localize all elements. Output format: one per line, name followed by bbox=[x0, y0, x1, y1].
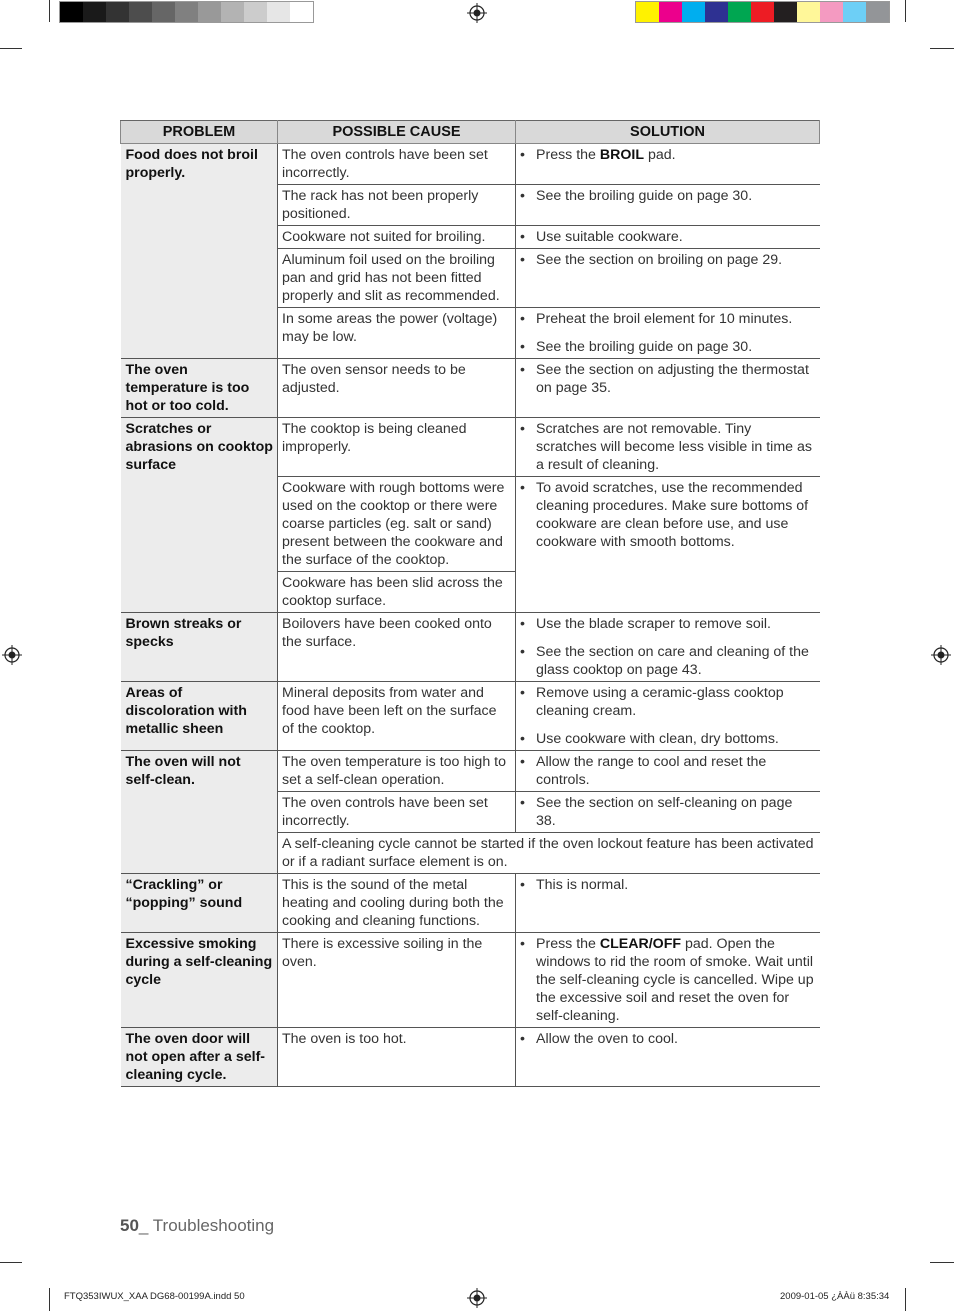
solution-text-part: To avoid scratches, use the recommended cleaning procedures. Make sure bottoms of cookware are clean before use, and use cookware with smooth bottoms. bbox=[536, 480, 809, 550]
solution-text-part: This is normal. bbox=[536, 877, 629, 893]
solution-text bbox=[536, 310, 816, 328]
registration-mark-icon bbox=[2, 645, 22, 665]
color-swatch bbox=[152, 2, 175, 22]
solution-text-part: See the broiling guide on page 30. bbox=[536, 339, 753, 355]
solution-text-part: See the section on care and cleaning of the glass cooktop on page 43. bbox=[536, 644, 809, 678]
solution-text bbox=[536, 187, 816, 205]
cause-cell: Cookware not suited for broiling. bbox=[278, 226, 516, 249]
solution-bullet bbox=[520, 251, 816, 269]
solution-text-part: Press the bbox=[536, 147, 600, 163]
registration-mark-icon bbox=[467, 1288, 487, 1308]
solution-cell bbox=[516, 308, 820, 359]
cause-cell: This is the sound of the metal heating and cooling during both the cooking and cleaning functions. bbox=[278, 874, 516, 933]
registration-mark-icon bbox=[467, 3, 487, 23]
bullet-icon: • bbox=[520, 936, 525, 952]
table-row bbox=[121, 359, 820, 418]
color-swatch bbox=[60, 2, 83, 22]
table-row bbox=[121, 1028, 820, 1087]
color-swatch bbox=[198, 2, 221, 22]
bullet-icon: • bbox=[520, 421, 525, 437]
solution-text bbox=[536, 794, 816, 830]
cause-cell: There is excessive soiling in the oven. bbox=[278, 933, 516, 1028]
problem-cell: The oven temperature is too hot or too cold. bbox=[121, 359, 278, 418]
solution-bullet bbox=[520, 730, 816, 748]
bullet-icon: • bbox=[520, 147, 525, 163]
cause-cell: Boilovers have been cooked onto the surface. bbox=[278, 613, 516, 682]
solution-bullet bbox=[520, 684, 816, 720]
cause-cell: The cooktop is being cleaned improperly. bbox=[278, 418, 516, 477]
solution-cell bbox=[516, 682, 820, 751]
color-swatch bbox=[83, 2, 106, 22]
note-cell: A self-cleaning cycle cannot be started if the oven lockout feature has been activated or if a radiant surface element is on. bbox=[278, 833, 820, 874]
solution-text-part: Use the blade scraper to remove soil. bbox=[536, 616, 771, 632]
solution-cell bbox=[516, 144, 820, 185]
solution-text bbox=[536, 338, 816, 356]
problem-cell: “Crackling” or “popping” sound bbox=[121, 874, 278, 933]
solution-text bbox=[536, 479, 816, 551]
solution-cell bbox=[516, 613, 820, 682]
bullet-icon: • bbox=[520, 339, 525, 355]
solution-text bbox=[536, 615, 816, 633]
color-swatch bbox=[728, 2, 751, 22]
bullet-icon: • bbox=[520, 188, 525, 204]
cause-cell: The oven controls have been set incorrectly. bbox=[278, 792, 516, 833]
color-swatch bbox=[774, 2, 797, 22]
solution-text-part: Allow the oven to cool. bbox=[536, 1031, 678, 1047]
solution-text bbox=[536, 643, 816, 679]
solution-text bbox=[536, 935, 816, 1025]
color-swatch bbox=[705, 2, 728, 22]
solution-text-part: See the section on adjusting the thermostat on page 35. bbox=[536, 362, 809, 396]
solution-text-part: Use suitable cookware. bbox=[536, 229, 683, 245]
solution-bullet bbox=[520, 1030, 816, 1048]
solution-cell bbox=[516, 933, 820, 1028]
solution-bullet bbox=[520, 876, 816, 894]
solution-bullet bbox=[520, 615, 816, 633]
bullet-icon: • bbox=[520, 480, 525, 496]
bullet-icon: • bbox=[520, 754, 525, 770]
color-swatch bbox=[866, 2, 889, 22]
color-swatch bbox=[175, 2, 198, 22]
table-row bbox=[121, 933, 820, 1028]
solution-text-part: See the section on self-cleaning on page 38. bbox=[536, 795, 793, 829]
color-swatch bbox=[244, 2, 267, 22]
cause-cell: Cookware with rough bottoms were used on the cooktop or there were coarse particles (eg. salt or sand) present between the cookware and the surface of the cooktop. bbox=[278, 477, 516, 572]
solution-text-part: See the broiling guide on page 30. bbox=[536, 188, 753, 204]
solution-cell bbox=[516, 418, 820, 477]
crop-mark bbox=[49, 1288, 50, 1311]
solution-text bbox=[536, 420, 816, 474]
color-swatch bbox=[797, 2, 820, 22]
registration-mark-icon bbox=[931, 645, 951, 665]
table-row bbox=[121, 682, 820, 751]
table-row bbox=[121, 144, 820, 185]
color-swatch bbox=[106, 2, 129, 22]
bullet-icon: • bbox=[520, 229, 525, 245]
table-body bbox=[121, 144, 820, 1087]
problem-cell: The oven door will not open after a self-cleaning cycle. bbox=[121, 1028, 278, 1087]
solution-text-part: Scratches are not removable. Tiny scratches will become less visible in time as a result of cleaning. bbox=[536, 421, 812, 473]
crop-mark bbox=[930, 48, 954, 49]
solution-bullet bbox=[520, 338, 816, 356]
page-number: 50 bbox=[120, 1216, 139, 1235]
solution-bullet bbox=[520, 420, 816, 474]
solution-text bbox=[536, 1030, 816, 1048]
process-color-bar bbox=[635, 1, 890, 23]
solution-text bbox=[536, 251, 816, 269]
solution-bullet bbox=[520, 310, 816, 328]
crop-mark bbox=[905, 0, 906, 22]
solution-text bbox=[536, 361, 816, 397]
solution-text-part: pad. bbox=[644, 147, 676, 163]
color-swatch bbox=[221, 2, 244, 22]
solution-text-part: See the section on broiling on page 29. bbox=[536, 252, 783, 268]
color-swatch bbox=[267, 2, 290, 22]
cause-cell: Mineral deposits from water and food have been left on the surface of the cooktop. bbox=[278, 682, 516, 751]
problem-cell: Brown streaks or specks bbox=[121, 613, 278, 682]
cause-cell: The rack has not been properly positioned. bbox=[278, 185, 516, 226]
solution-text bbox=[536, 876, 816, 894]
crop-mark bbox=[0, 1262, 22, 1263]
table-row bbox=[121, 751, 820, 792]
solution-text-part: Use cookware with clean, dry bottoms. bbox=[536, 731, 779, 747]
table-row bbox=[121, 418, 820, 477]
solution-cell bbox=[516, 226, 820, 249]
bullet-icon: • bbox=[520, 616, 525, 632]
color-swatch bbox=[129, 2, 152, 22]
bullet-icon: • bbox=[520, 311, 525, 327]
bullet-icon: • bbox=[520, 685, 525, 701]
color-swatch bbox=[751, 2, 774, 22]
solution-cell bbox=[516, 792, 820, 833]
solution-cell bbox=[516, 751, 820, 792]
solution-text bbox=[536, 228, 816, 246]
solution-bullet bbox=[520, 643, 816, 679]
troubleshooting-table bbox=[120, 120, 820, 1087]
bullet-icon: • bbox=[520, 877, 525, 893]
crop-mark bbox=[905, 1288, 906, 1311]
solution-keyword: BROIL bbox=[599, 147, 645, 163]
problem-cell: Food does not broil properly. bbox=[121, 144, 278, 359]
cause-cell: The oven is too hot. bbox=[278, 1028, 516, 1087]
solution-keyword: CLEAR/OFF bbox=[599, 936, 682, 952]
bullet-icon: • bbox=[520, 252, 525, 268]
problem-cell: Areas of discoloration with metallic sheen bbox=[121, 682, 278, 751]
crop-mark bbox=[0, 48, 22, 49]
bullet-icon: • bbox=[520, 795, 525, 811]
header-solution: SOLUTION bbox=[516, 121, 820, 144]
solution-bullet bbox=[520, 794, 816, 830]
solution-text bbox=[536, 684, 816, 720]
solution-text-part: Preheat the broil element for 10 minutes. bbox=[536, 311, 793, 327]
color-swatch bbox=[843, 2, 866, 22]
table-row bbox=[121, 613, 820, 682]
solution-text bbox=[536, 730, 816, 748]
header-possible-cause: POSSIBLE CAUSE bbox=[278, 121, 516, 144]
solution-cell bbox=[516, 874, 820, 933]
table-row bbox=[121, 874, 820, 933]
table-header-row bbox=[121, 121, 820, 144]
bullet-icon: • bbox=[520, 644, 525, 660]
cause-cell: The oven sensor needs to be adjusted. bbox=[278, 359, 516, 418]
cause-cell: The oven temperature is too high to set a self-clean operation. bbox=[278, 751, 516, 792]
bullet-icon: • bbox=[520, 731, 525, 747]
page-footer bbox=[120, 1216, 274, 1236]
solution-bullet bbox=[520, 361, 816, 397]
solution-cell bbox=[516, 359, 820, 418]
cause-cell: The oven controls have been set incorrectly. bbox=[278, 144, 516, 185]
solution-cell bbox=[516, 249, 820, 308]
problem-cell: Scratches or abrasions on cooktop surface bbox=[121, 418, 278, 613]
color-swatch bbox=[820, 2, 843, 22]
bullet-icon: • bbox=[520, 1031, 525, 1047]
solution-bullet bbox=[520, 146, 816, 164]
solution-cell bbox=[516, 185, 820, 226]
solution-cell bbox=[516, 1028, 820, 1087]
color-swatch bbox=[290, 2, 313, 22]
solution-text-part: pad. Open the windows to rid the room of smoke. Wait until the self-cleaning cycle is cancelled. Wipe up the excessive soil and reset the oven for self-cleaning. bbox=[536, 936, 814, 1024]
solution-bullet bbox=[520, 187, 816, 205]
header-problem: PROBLEM bbox=[121, 121, 278, 144]
solution-bullet bbox=[520, 935, 816, 1025]
color-swatch bbox=[659, 2, 682, 22]
solution-cell bbox=[516, 477, 820, 613]
solution-bullet bbox=[520, 479, 816, 551]
solution-text bbox=[536, 753, 816, 789]
crop-mark bbox=[49, 0, 50, 22]
gray-color-bar bbox=[59, 1, 314, 23]
crop-mark bbox=[930, 1262, 954, 1263]
bullet-icon: • bbox=[520, 362, 525, 378]
solution-text-part: Remove using a ceramic-glass cooktop cleaning cream. bbox=[536, 685, 784, 719]
problem-cell: Excessive smoking during a self-cleaning cycle bbox=[121, 933, 278, 1028]
color-swatch bbox=[636, 2, 659, 22]
solution-bullet bbox=[520, 228, 816, 246]
solution-text-part: Press the bbox=[536, 936, 600, 952]
cause-cell: In some areas the power (voltage) may be low. bbox=[278, 308, 516, 359]
cause-cell: Aluminum foil used on the broiling pan and grid has not been fitted properly and slit as recommended. bbox=[278, 249, 516, 308]
solution-text-part: Allow the range to cool and reset the controls. bbox=[536, 754, 767, 788]
problem-cell: The oven will not self-clean. bbox=[121, 751, 278, 874]
solution-text bbox=[536, 146, 816, 164]
section-name: _ Troubleshooting bbox=[138, 1216, 275, 1235]
solution-bullet bbox=[520, 753, 816, 789]
cause-cell: Cookware has been slid across the cooktop surface. bbox=[278, 572, 516, 613]
date-slug: 2009-01-05 ¿ÀÀü 8:35:34 bbox=[780, 1291, 890, 1302]
color-swatch bbox=[682, 2, 705, 22]
file-slug: FTQ353IWUX_XAA DG68-00199A.indd 50 bbox=[64, 1291, 245, 1302]
